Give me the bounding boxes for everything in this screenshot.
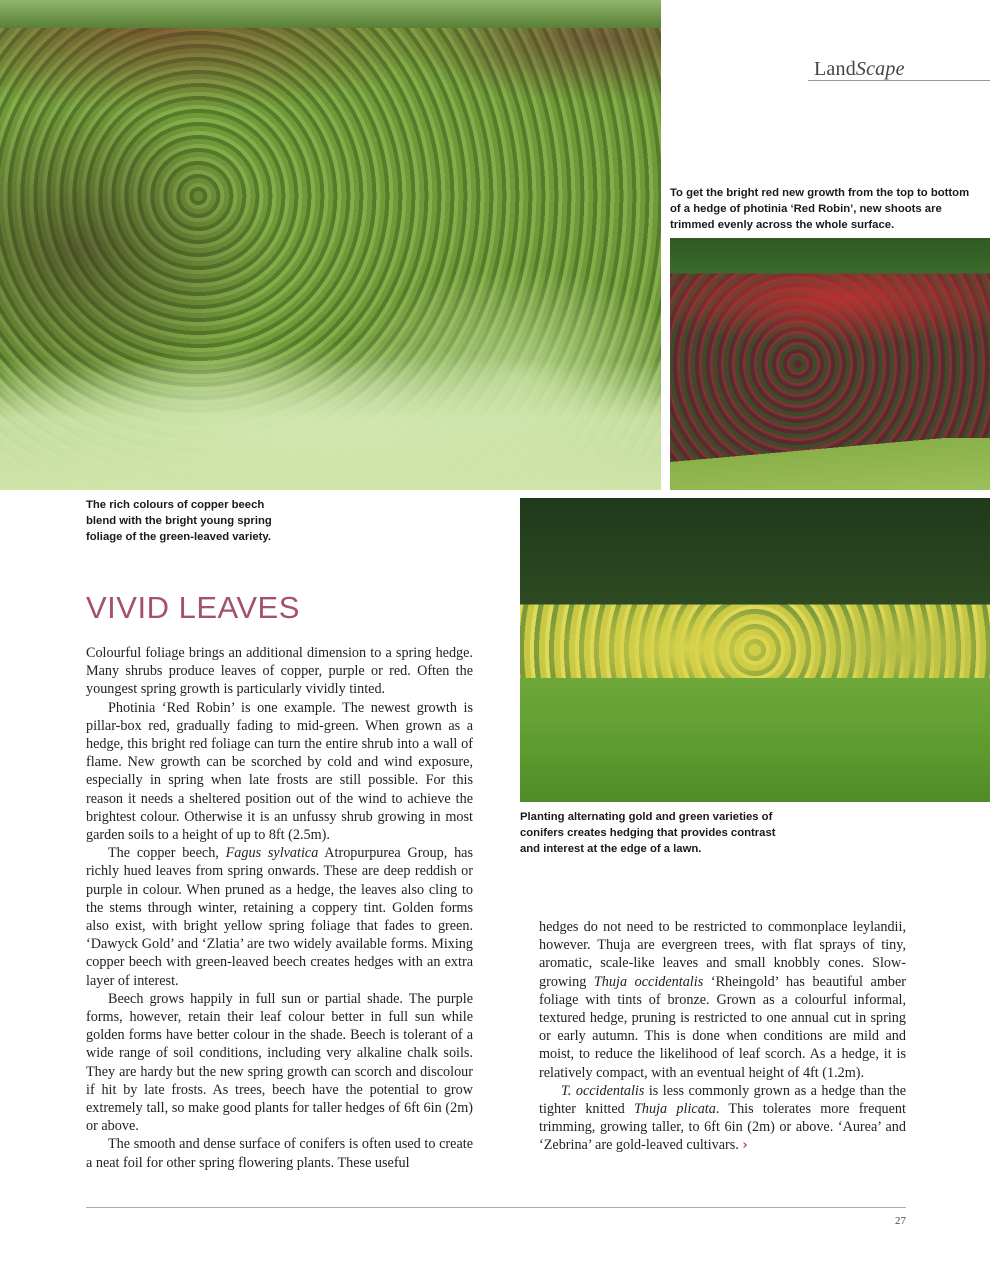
paragraph: The smooth and dense surface of conifers is often used to create a neat foil for other spring flowering plants. These useful — [86, 1136, 473, 1171]
photinia-red-robin-hedge-photo — [670, 238, 990, 490]
header-divider — [808, 80, 990, 81]
text-run: . This tolerates more frequent trimming, growing taller, to 6ft 6in (2m) or above. ‘Aurea’ and ‘Zebrina’ are gold-leaved cultivars. — [539, 1101, 906, 1154]
italic-species-name: Thuja occidentalis — [593, 973, 704, 990]
page-number: 27 — [895, 1215, 906, 1227]
conifer-hedge-photo — [520, 498, 990, 802]
text-run: ‘Rheingold’ has beautiful amber foliage with tints of bronze. Grown as a colourful informal, textured hedge, pruning is restricted to one annual cut in spring or early autumn. This is done when conditions are mild and moist, to reduce the likelihood of leaf scorch. As a hedge, it is relatively compact, with an eventual height of 4ft (1.2m). — [539, 973, 907, 1081]
paragraph — [539, 1082, 906, 1156]
text-run: hedges do not need to be restricted to commonplace leylandii, however. Thuja are evergreen trees, with flat sprays of tiny, aromatic, scale-like leaves and small knobbly cones. Slow-growing — [539, 919, 906, 990]
photo-lawn — [670, 438, 990, 490]
paragraph — [86, 844, 473, 990]
paragraph: Photinia ‘Red Robin’ is one example. The newest growth is pillar-box red, gradually fading to mid-green. When grown as a hedge, this bright red foliage can turn the entire shrub into a wall of flame. New growth can be scorched by cold and wind exposure, especially in spring when late frosts are still possible. For this reason it needs a sheltered position out of the wind to achieve the brightest colour. Otherwise it is an unfussy shrub growing in most garden soils to a height of up to 8ft (2.5m). — [86, 699, 473, 844]
article-column-right — [539, 918, 906, 1156]
text-run: The copper beech, — [108, 845, 226, 862]
continue-arrow-icon: › — [742, 1138, 748, 1154]
photinia-photo-caption: To get the bright red new growth from the top to bottom of a hedge of photinia ‘Red Robin’, new shoots are trimmed evenly across the whole surface. — [670, 187, 970, 231]
magazine-logo — [814, 58, 905, 81]
photo-background-foliage — [0, 0, 661, 28]
text-run: is less commonly grown as a hedge than the tighter knitted — [539, 1082, 906, 1118]
paragraph: Colourful foliage brings an additional dimension to a spring hedge. Many shrubs produce leaves of copper, purple or red. Often the youngest spring growth is particularly vividly tinted. — [86, 645, 473, 698]
photo-meadow-grass — [0, 360, 661, 490]
paragraph — [539, 918, 906, 1082]
section-heading: VIVID LEAVES — [86, 590, 300, 625]
footer-divider — [86, 1207, 906, 1208]
photo-lawn — [520, 678, 990, 802]
paragraph: Beech grows happily in full sun or partial shade. The purple forms, however, retain their leaf colour better in full sun while golden forms have better colour in the shade. Beech is tolerant of a wide range of soil conditions, including very alkaline chalk soils. They are hardy but the new spring growth can scorch and discolour if hit by late frosts. As trees, beech have the potential to grow extremely tall, so make good plants for taller hedges of 6ft 6in (2m) or above. — [86, 990, 473, 1135]
italic-species-name: T. occidentalis — [561, 1082, 645, 1099]
logo-part-scape: Scape — [855, 58, 905, 80]
conifers-photo-caption: Planting alternating gold and green varieties of conifers creates hedging that provides contrast and interest at the edge of a lawn. — [520, 811, 776, 855]
italic-species-name: Fagus sylvatica — [225, 845, 319, 862]
beech-photo-caption: The rich colours of copper beech blend with the bright young spring foliage of the green-leaved variety. — [86, 499, 272, 543]
copper-beech-hedge-photo — [0, 0, 661, 490]
article-column-left — [86, 644, 473, 1172]
logo-part-land: Land — [814, 58, 856, 80]
text-run: Atropurpurea Group, has richly hued leaves from spring onwards. These are deep reddish or purple in colour. When pruned as a hedge, the leaves also cling to the stems through winter, retaining a coppery tint. Golden forms also exist, with bright yellow spring foliage that fades to green. ‘Dawyck Gold’ and ‘Zlatia’ are two widely available forms. Mixing copper beech with green-leaved beech creates hedges with an extra layer of interest. — [86, 845, 473, 989]
italic-species-name: Thuja plicata — [634, 1101, 716, 1118]
